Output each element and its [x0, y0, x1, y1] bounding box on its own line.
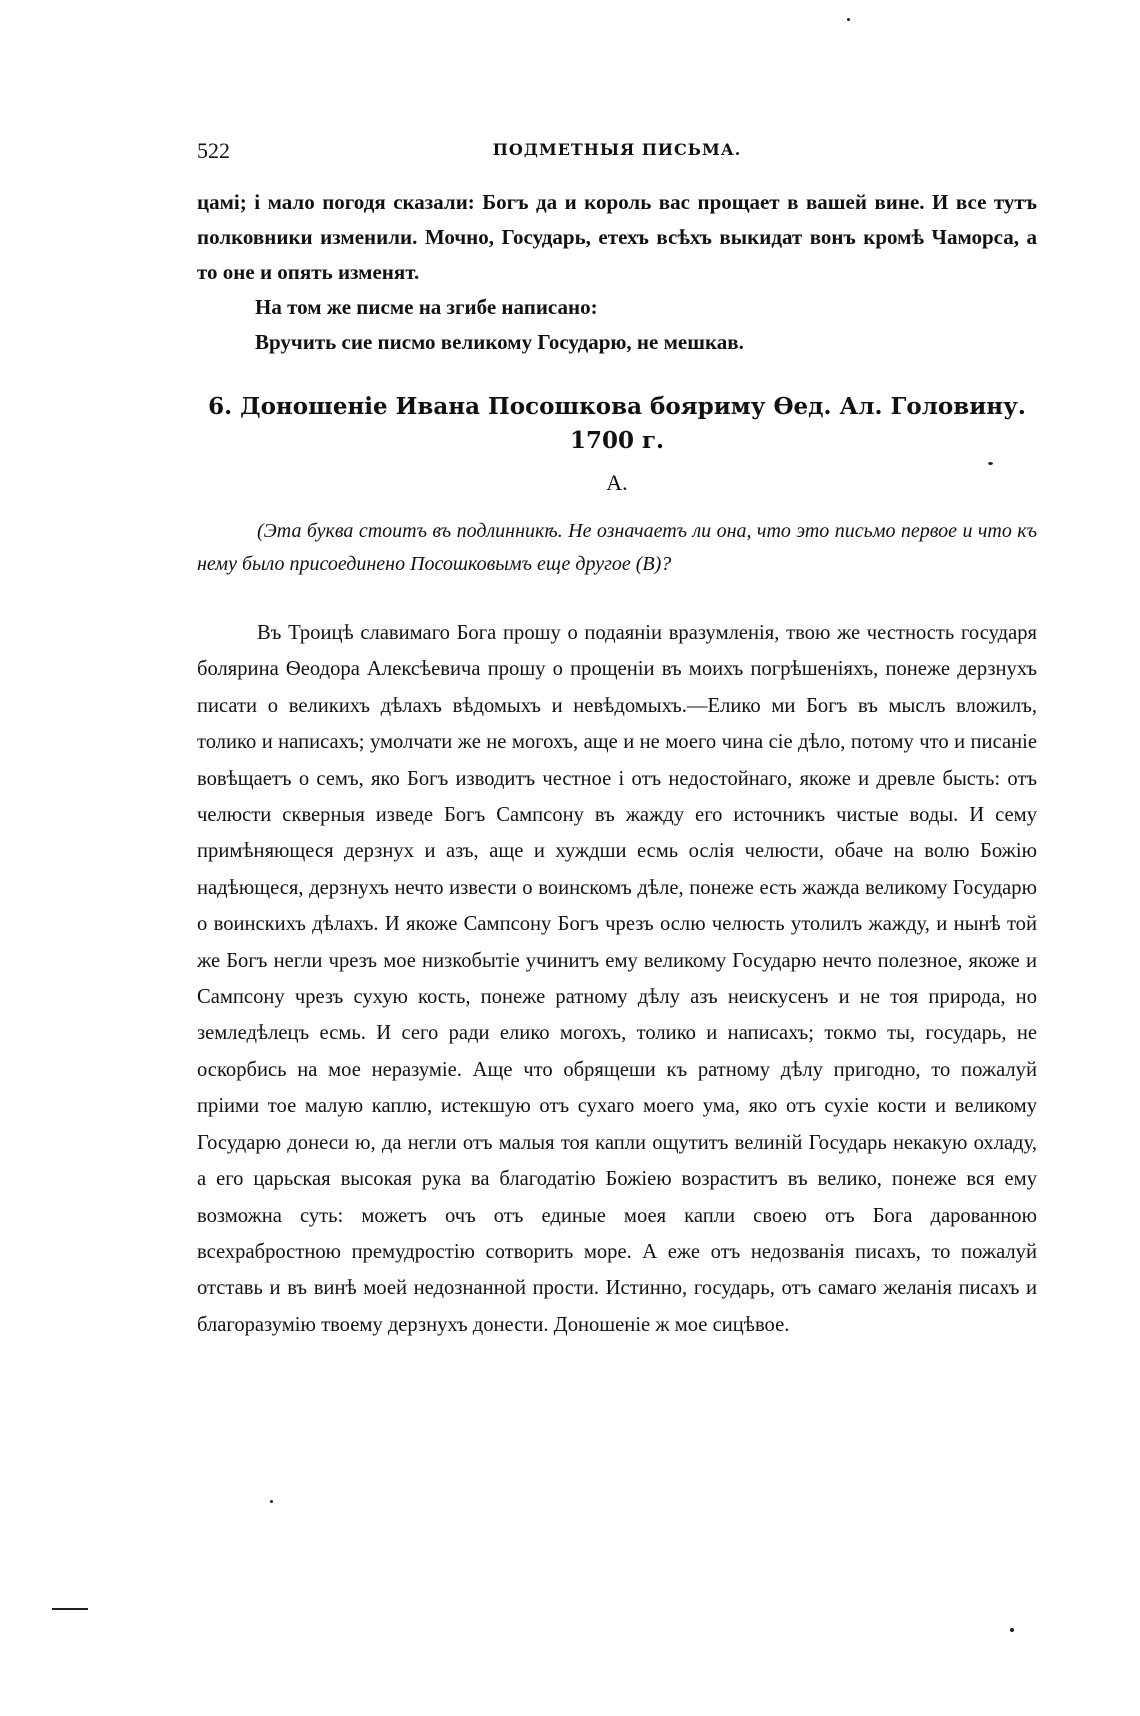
scan-margin-line	[52, 1608, 88, 1610]
main-body-text: Въ Троицѣ славимаго Бога прошу о подаяніи вразумленія, твою же честность государя болярина Ѳеодора Алексѣевича прошу о прощеніи въ моихъ погрѣшеніяхъ, понеже дерзнухъ писати о великихъ дѣлахъ вѣдомыхъ и невѣдомыхъ.—Елико ми Богъ въ мыслъ вложилъ, толико и написахъ; умолчати же не могохъ, аще и не моего чина сіе дѣло, потому что и писаніе вовѣщаетъ о семъ, яко Богъ изводитъ честное і отъ недостойнаго, якоже и древле бысть: отъ челюсти скверныя изведе Богъ Сампсону въ жажду его источникъ чистые воды. И сему примѣняющеся дерзнух и азъ, аще и хуждши есмь ослія челюсти, обаче на волю Божію надѣющеся, дерзнухъ нечто извести о воинскомъ дѣле, понеже есть жажда великому Государю о воинскихъ дѣлахъ. И якоже Сампсону Богъ чрезъ ослю челюсть утолилъ жажду, и нынѣ той же Богъ негли чрезъ мое низкобытіе учинитъ ему великому Государю нечто полезное, якоже и Сампсону чрезъ сухую кость, понеже ратному дѣлу азъ неискусенъ и не тоя природа, но земледѣлецъ есмь. И сего ради елико могохъ, толико и написахъ; токмо ты, государь, не оскорбись на мое неразуміе. Аще что обрящеши къ ратному дѣлу пригодно, то пожалуй пріими тое малую каплю, истекшую отъ сухаго моего ума, яко отъ сухіе кости и великому Государю донеси ю, да негли отъ малыя тоя капли ощутитъ велиній Государь некакую охладу, а его царьская высокая рука ва благодатію Божіею возраститъ въ велико, понеже вся ему возможна суть: можетъ очъ отъ единые моея капли своею отъ Бога дарованною всехрабростною премудростію сотворить море. А еже отъ недозванія писахъ, то пожалуй отставь и въ винѣ моей недознанной прости. Истинно, государь, отъ самаго желанія писахъ и благоразумію твоему дерзнухъ донести. Доношеніе ж мое сицѣвое.	[197, 622, 1037, 1336]
letter-instruction: Вручить сие писмо великому Государю, не мешкав.	[255, 330, 744, 354]
letter-endorsement: На том же писме на згибе написано:	[255, 295, 598, 319]
document-label: А.	[606, 470, 628, 495]
scan-speck	[1010, 1628, 1014, 1632]
previous-letter-ending	[197, 185, 1037, 360]
page-header	[197, 138, 1037, 168]
section-title: 6. Доношеніе Ивана Посошкова бояриму Ѳед. Ал. Головину. 1700 г.	[208, 393, 1026, 454]
running-title: ПОДМЕТНЫЯ ПИСЬМА.	[492, 140, 742, 159]
scan-speck	[988, 462, 993, 465]
editor-note: (Эта буква стоитъ въ подлинникѣ. Не означаетъ ли она, что это письмо первое и что къ нему было присоединено Посошковымъ еще другое (В)?	[197, 520, 1037, 575]
letter-paragraph: цамі; і мало погодя сказали: Богъ да и король вас прощает в вашей вине. И все тутъ полковники изменили. Мочно, Государь, етехъ всѣхъ выкидат вонъ кромѣ Чаморса, а то оне и опять изменят.	[197, 190, 1037, 284]
page-number: 522	[197, 138, 230, 163]
scan-speck	[847, 18, 850, 21]
scan-speck	[270, 1500, 273, 1503]
